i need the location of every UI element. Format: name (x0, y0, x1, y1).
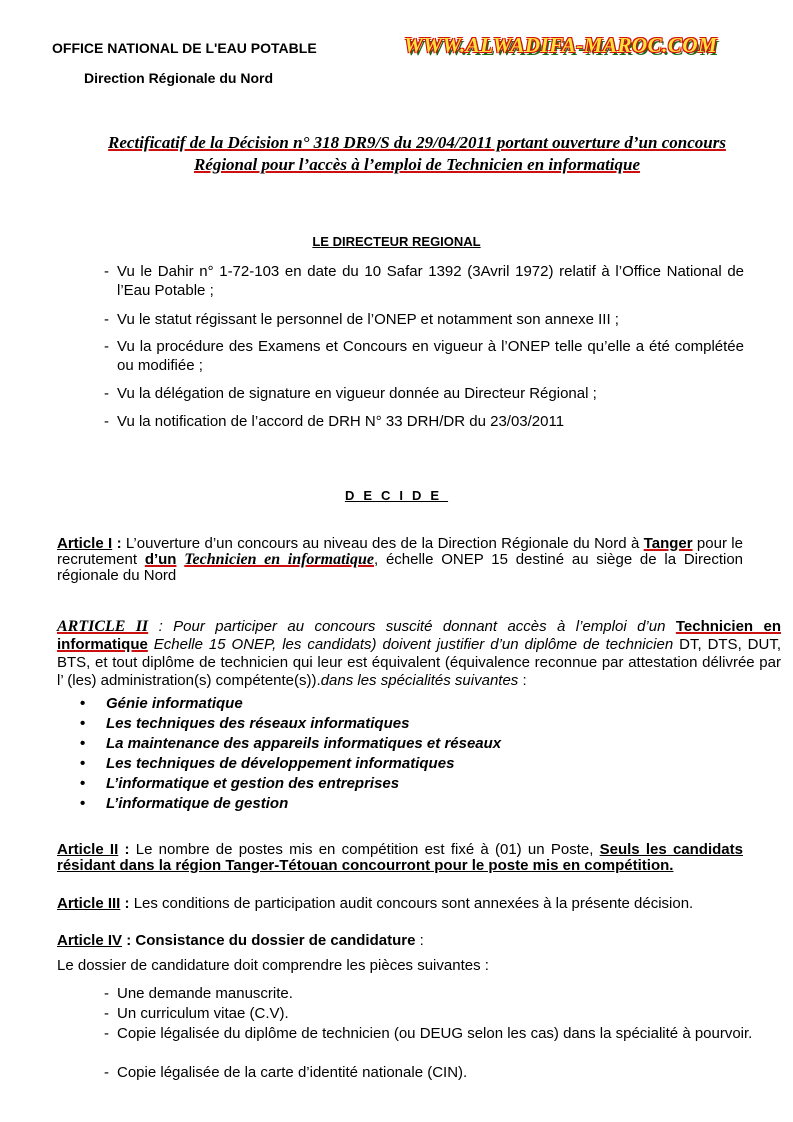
specialty-item: • L’informatique et gestion des entreprises (78, 774, 578, 794)
residence-condition: Seuls les candidats résidant dans la région Tanger-Tétouan concourront pour le poste mis en compétition. (57, 841, 743, 874)
specialty-item: • Génie informatique (78, 694, 578, 714)
piece-item: - Copie légalisée du diplôme de technicien (ou DEUG selon les cas) dans la spécialité à pourvoir. (104, 1025, 753, 1042)
vu-item: - Vu la délégation de signature en vigueur donnée au Directeur Régional ; (104, 385, 597, 402)
vu-item: - Vu le statut régissant le personnel de l’ONEP et notamment son annexe III ; (104, 311, 619, 328)
director-heading: LE DIRECTEUR REGIONAL (312, 234, 481, 249)
vu-item: - Vu le Dahir n° 1-72-103 en date du 10 Safar 1392 (3Avril 1972) relatif à l’Office National de l’Eau Potable ; (104, 263, 744, 299)
article-postes: Article II : Le nombre de postes mis en compétition est fixé à (01) un Poste, Seuls les candidats résidant dans la région Tanger-Tétouan concourront pour le poste mis en compétition. (57, 841, 743, 874)
article-1-city: Tanger (643, 535, 693, 552)
article-2: ARTICLE II : Pour participer au concours suscité donnant accès à l’emploi d’un Technicien en informatique Echelle 15 ONEP, les candidats) doivent justifier d’un diplôme de technicien DT, DTS, DUT, BTS, et tout diplôme de technicien qui leur est équivalent (équivalence reconnue par attestation délivrée par l’ (les) administration(s) compétente(s)).dans les spécialités suivantes : (57, 618, 782, 689)
piece-item: - Un curriculum vitae (C.V). (104, 1005, 289, 1022)
vu-item: - Vu la notification de l’accord de DRH N° 33 DRH/DR du 23/03/2011 (104, 413, 565, 430)
piece-item: - Copie légalisée de la carte d’identité nationale (CIN). (104, 1064, 468, 1081)
dossier-intro: Le dossier de candidature doit comprendre les pièces suivantes : (57, 957, 489, 974)
decide-heading: DECIDE (344, 488, 449, 503)
piece-item: - Une demande manuscrite. (104, 985, 293, 1002)
specialty-item: • La maintenance des appareils informatiques et réseaux (78, 734, 578, 754)
specialties-list (78, 694, 578, 814)
article-4: Article IV : Consistance du dossier de candidature : (57, 932, 424, 949)
article-1: Article I : L’ouverture d’un concours au niveau des de la Direction Régionale du Nord à Tanger pour le recrutement d’un Technicien en informatique, échelle ONEP 15 destiné au siège de la Direction régionale du Nord (57, 535, 744, 584)
title-line-2: Régional pour l’accès à l’emploi de Technicien en informatique (193, 155, 641, 174)
website-watermark: WWW.ALWADIFA-MAROC.COM (404, 33, 718, 57)
article-1-label: Article I (57, 535, 113, 552)
article-3-label: Article III (57, 895, 121, 912)
article-postes-label: Article II (57, 841, 119, 858)
document-title (56, 132, 778, 176)
regional-direction: Direction Régionale du Nord (84, 70, 274, 86)
article-2-label: ARTICLE II (57, 618, 149, 635)
article-1-post: Technicien en informatique (184, 551, 374, 568)
specialty-item: • L’informatique de gestion (78, 794, 578, 814)
article-3: Article III : Les conditions de participation audit concours sont annexées à la présente décision. (57, 895, 694, 912)
vu-item: - Vu la procédure des Examens et Concours en vigueur à l’ONEP telle qu’elle a été complétée ou modifiée ; (104, 338, 744, 374)
specialty-item: • Les techniques de développement informatiques (78, 754, 578, 774)
title-line-1: Rectificatif de la Décision n° 318 DR9/S du 29/04/2011 portant ouverture d’un concours (108, 133, 726, 152)
organization-name: OFFICE NATIONAL DE L'EAU POTABLE (52, 40, 317, 56)
specialty-item: • Les techniques des réseaux informatiques (78, 714, 578, 734)
article-4-label: Article IV (57, 932, 123, 949)
article-2-post: Technicien en informatique (57, 618, 782, 653)
